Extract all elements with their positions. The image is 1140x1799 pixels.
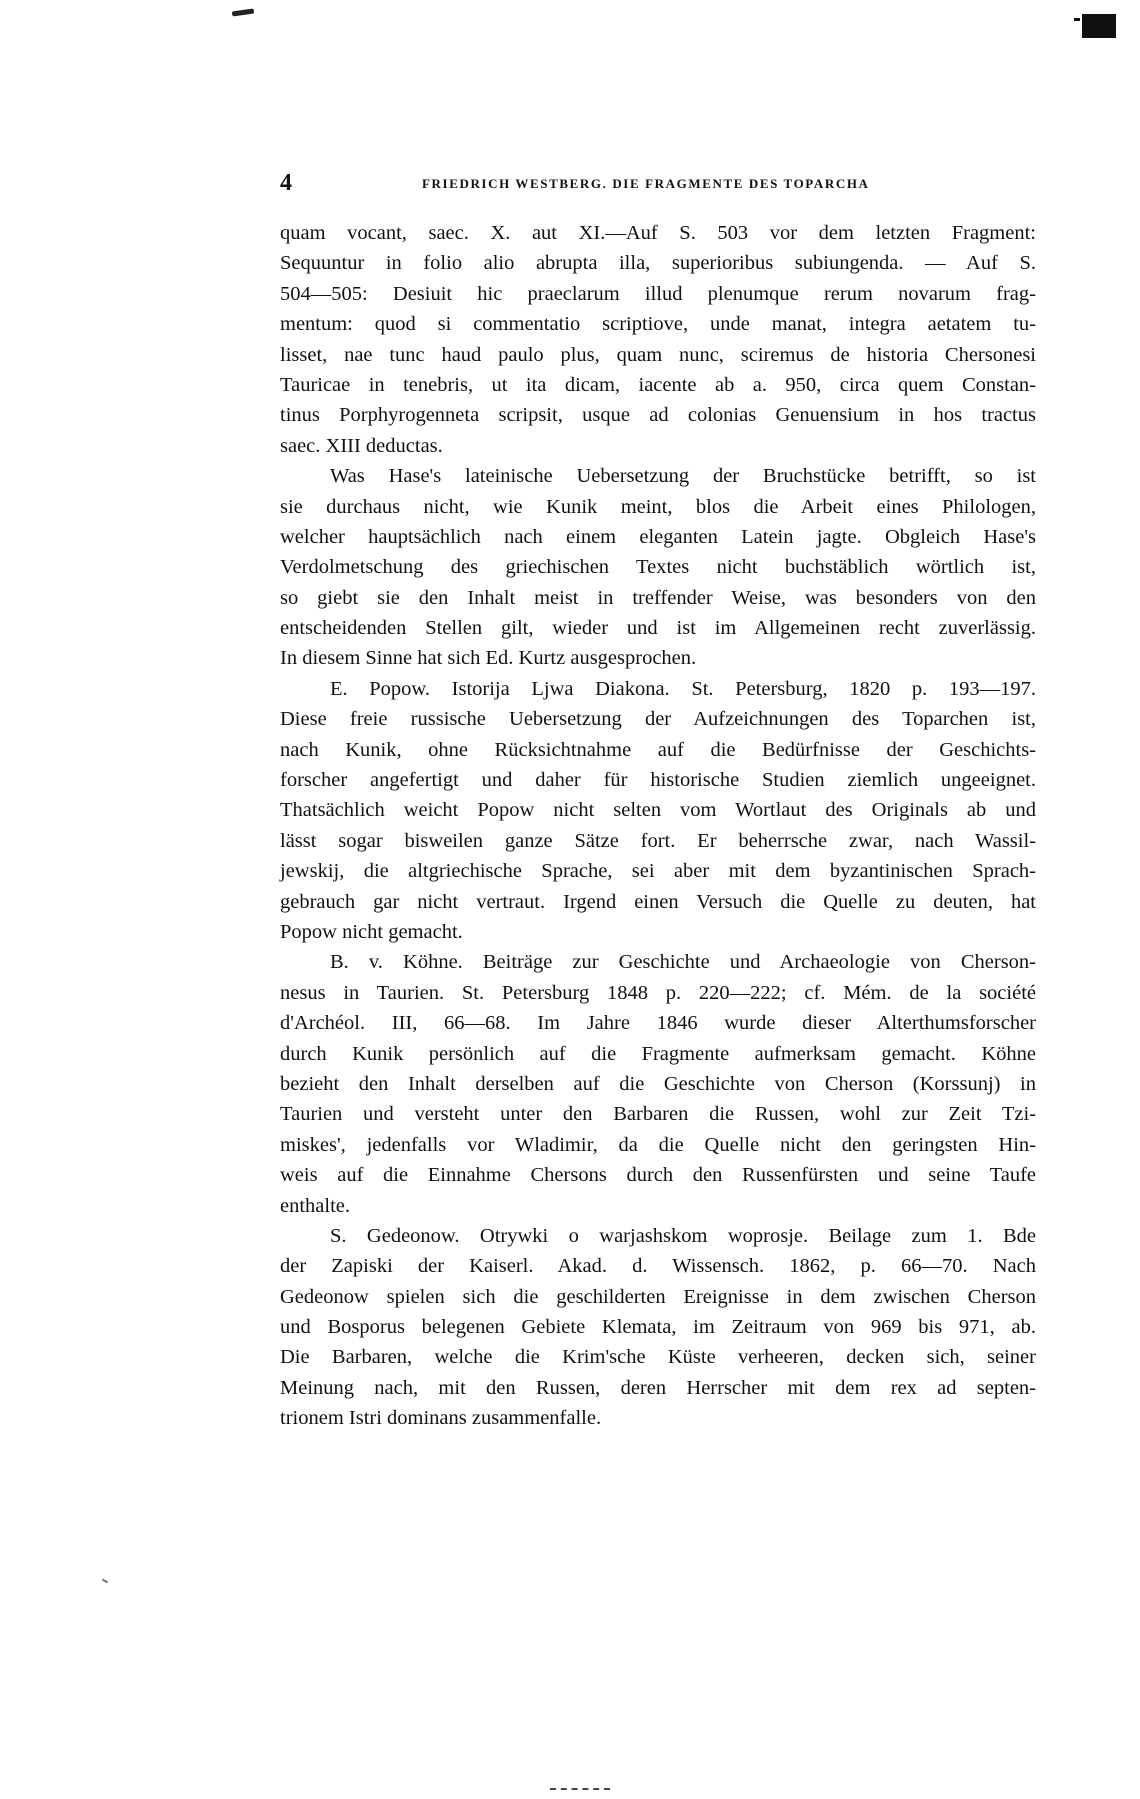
text-line: Diese freie russische Uebersetzung der Aufzeichnungen des Toparchen ist,: [280, 708, 1036, 731]
text-line: Sequuntur in folio alio abrupta illa, superioribus subiungenda. — Auf S.: [280, 252, 1036, 275]
text-line: lässt sogar bisweilen ganze Sätze fort. Er beherrsche zwar, nach Wassil-: [280, 829, 1036, 852]
text-line: tinus Porphyrogenneta scripsit, usque ad colonias Genuensium in hos tractus: [280, 404, 1036, 427]
text-line: mentum: quod si commentatio scriptiove, unde manat, integra aetatem tu-: [280, 313, 1036, 336]
text-line: 504—505: Desiuit hic praeclarum illud plenumque rerum novarum frag-: [280, 282, 1036, 305]
text-line: Thatsächlich weicht Popow nicht selten vom Wortlaut des Originals ab und: [280, 799, 1036, 822]
page-number: 4: [280, 170, 292, 196]
page-header: [280, 170, 900, 200]
text-line: In diesem Sinne hat sich Ed. Kurtz ausgesprochen.: [280, 647, 697, 670]
scan-artifact-block: [1082, 14, 1116, 38]
text-line: Meinung nach, mit den Russen, deren Herrscher mit dem rex ad septen-: [280, 1376, 1036, 1399]
text-line: nesus in Taurien. St. Petersburg 1848 p. 220—222; cf. Mém. de la société: [280, 981, 1036, 1004]
paragraph-start-line: Was Hase's lateinische Uebersetzung der Bruchstücke betrifft, so ist: [330, 465, 1036, 488]
text-line: sie durchaus nicht, wie Kunik meint, blos die Arbeit eines Philologen,: [280, 495, 1036, 518]
text-line: so giebt sie den Inhalt meist in treffender Weise, was besonders von den: [280, 586, 1036, 609]
scan-artifact-dash: [550, 1788, 610, 1790]
text-line: Verdolmetschung des griechischen Textes nicht buchstäblich wörtlich ist,: [280, 556, 1036, 579]
text-line: Gedeonow spielen sich die geschilderten Ereignisse in dem zwischen Cherson: [280, 1285, 1036, 1308]
text-line: Die Barbaren, welche die Krim'sche Küste verheeren, decken sich, seiner: [280, 1346, 1036, 1369]
text-line: Tauricae in tenebris, ut ita dicam, iacente ab a. 950, circa quem Constan-: [280, 373, 1036, 396]
text-line: Popow nicht gemacht.: [280, 920, 463, 943]
text-line: d'Archéol. III, 66—68. Im Jahre 1846 wurde dieser Alterthumsforscher: [280, 1012, 1036, 1035]
text-line: jewskij, die altgriechische Sprache, sei aber mit dem byzantinischen Sprach-: [280, 860, 1036, 883]
text-line: bezieht den Inhalt derselben auf die Geschichte von Cherson (Korssunj) in: [280, 1072, 1036, 1095]
text-line: enthalte.: [280, 1194, 351, 1217]
paragraph-start-line: S. Gedeonow. Otrywki o warjashskom woprosje. Beilage zum 1. Bde: [330, 1224, 1036, 1247]
text-line: durch Kunik persönlich auf die Fragmente aufmerksam gemacht. Köhne: [280, 1042, 1036, 1065]
scan-artifact-speck: [102, 1579, 108, 1584]
text-line: miskes', jedenfalls vor Wladimir, da die Quelle nicht den geringsten Hin-: [280, 1133, 1036, 1156]
paragraph-start-line: E. Popow. Istorija Ljwa Diakona. St. Petersburg, 1820 p. 193—197.: [330, 677, 1036, 700]
text-line: saec. XIII deductas.: [280, 434, 443, 457]
paragraph-start-line: B. v. Köhne. Beiträge zur Geschichte und Archaeologie von Cherson-: [330, 951, 1036, 974]
text-line: und Bosporus belegenen Gebiete Klemata, im Zeitraum von 969 bis 971, ab.: [280, 1316, 1036, 1339]
text-line: entscheidenden Stellen gilt, wieder und ist im Allgemeinen recht zuverlässig.: [280, 617, 1036, 640]
text-line: gebrauch gar nicht vertraut. Irgend einen Versuch die Quelle zu deuten, hat: [280, 890, 1036, 913]
text-line: lisset, nae tunc haud paulo plus, quam nunc, sciremus de historia Chersonesi: [280, 343, 1036, 366]
text-line: trionem Istri dominans zusammenfalle.: [280, 1407, 602, 1430]
text-line: Taurien und versteht unter den Barbaren die Russen, wohl zur Zeit Tzi-: [280, 1103, 1036, 1126]
text-line: quam vocant, saec. X. aut XI.—Auf S. 503 vor dem letzten Fragment:: [280, 222, 1036, 244]
text-line: forscher angefertigt und daher für historische Studien ziemlich ungeeignet.: [280, 769, 1036, 792]
running-title: FRIEDRICH WESTBERG. DIE FRAGMENTE DES TOPARCHA: [422, 176, 870, 191]
text-line: nach Kunik, ohne Rücksichtnahme auf die Bedürfnisse der Geschichts-: [280, 738, 1036, 761]
scan-artifact-mark: [232, 8, 254, 16]
text-line: der Zapiski der Kaiserl. Akad. d. Wissensch. 1862, p. 66—70. Nach: [280, 1255, 1036, 1278]
text-line: weis auf die Einnahme Chersons durch den Russenfürsten und seine Taufe: [280, 1164, 1036, 1187]
text-line: welcher hauptsächlich nach einem eleganten Latein jagte. Obgleich Hase's: [280, 525, 1036, 548]
body-text: [280, 218, 1036, 1434]
